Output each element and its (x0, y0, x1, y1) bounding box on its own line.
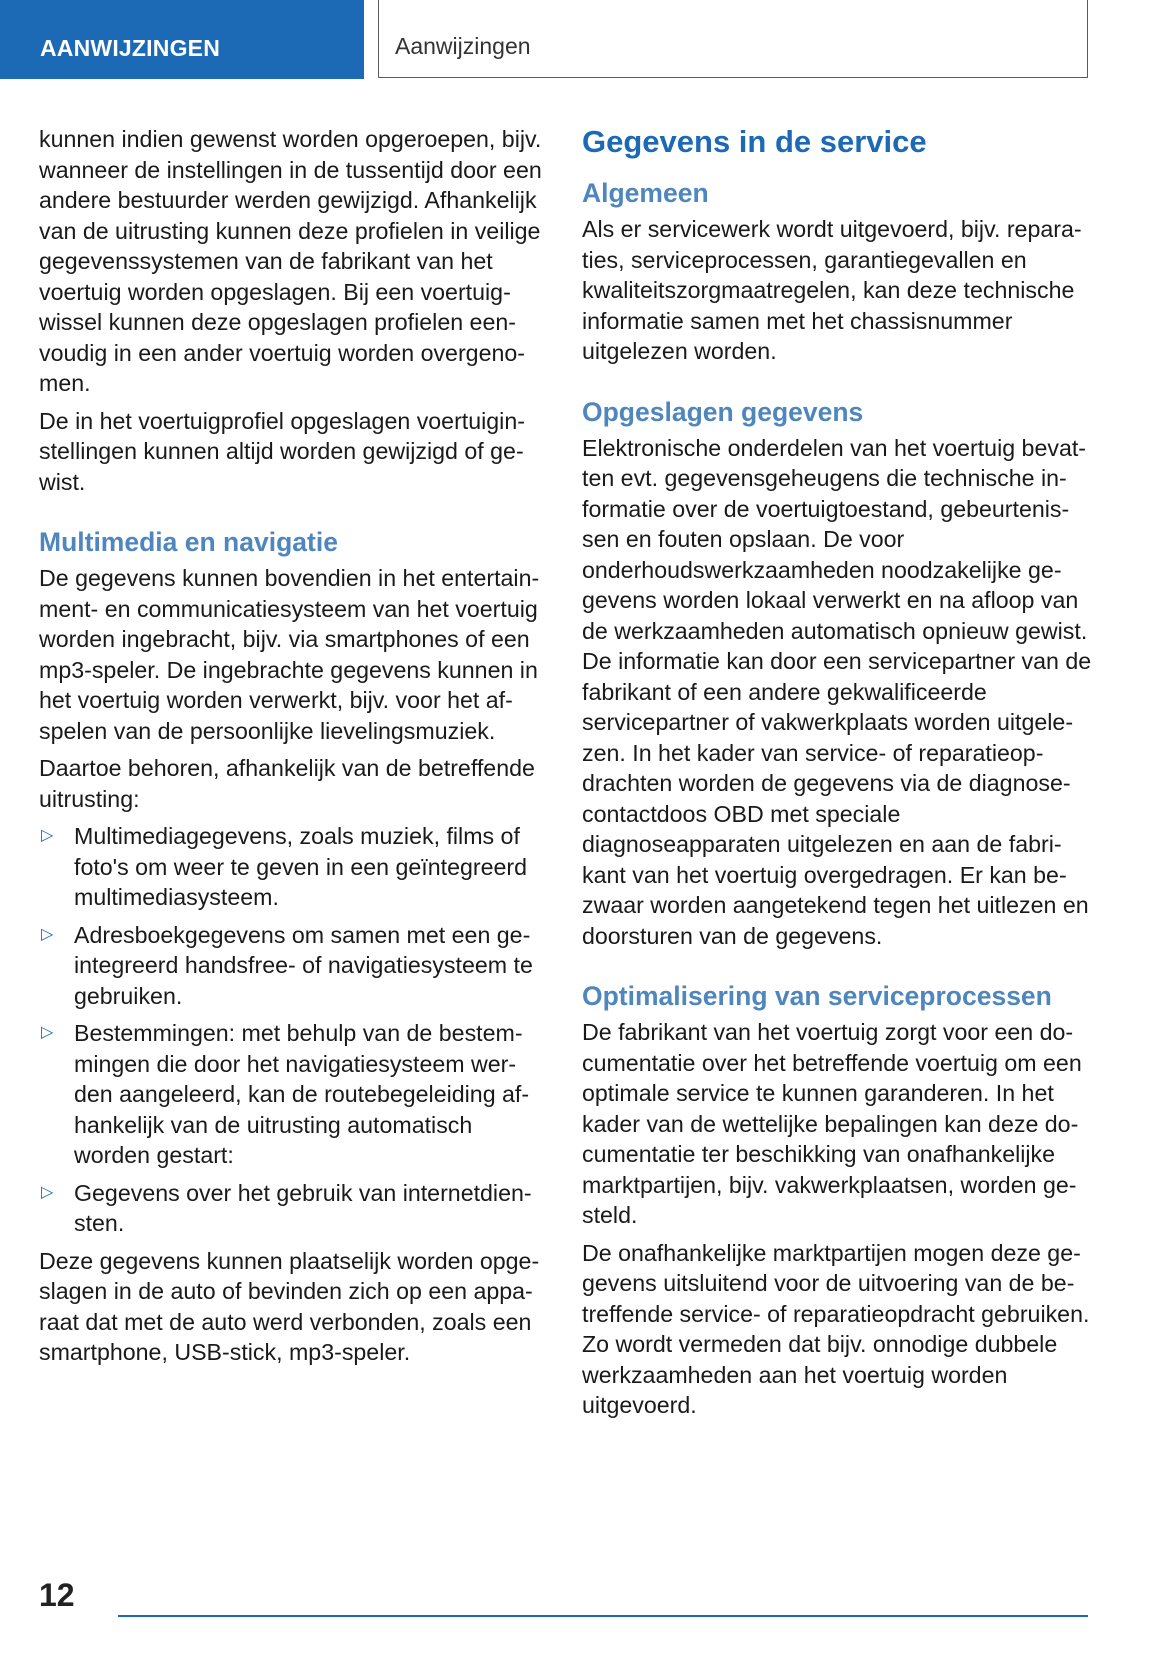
triangle-bullet-icon: ▷ (41, 925, 54, 943)
list-item (39, 1018, 547, 1171)
paragraph: Als er servicewerk wordt uitgevoerd, bijv. reparaties, serviceprocessen, garantiegevallen en kwaliteitszorgmaatregelen, kan deze technische informatie samen met het chassisnummer uitgelezen worden. (582, 216, 1082, 364)
heading-multimedia: Multimedia en navigatie (39, 527, 338, 557)
paragraph: De fabrikant van het voertuig zorgt voor een documentatie over het betreffende voertuig om een optimale service te kunnen garanderen. In het kader van de wettelijke bepalingen kan deze documentatie ter beschikking van onafhankelijke marktpartijen, bijv. vakwerkplaatsen, worden gesteld. (582, 1019, 1082, 1228)
list-item-text: Multimediagegevens, zoals muziek, films of foto's om weer te geven in een geïntegreerd multimediasysteem. (74, 823, 528, 910)
paragraph: De in het voertuigprofiel opgeslagen voertuiginstellingen kunnen altijd worden gewijzigd of gewist. (39, 407, 525, 495)
left-column (39, 124, 547, 1375)
paragraph: De gegevens kunnen bovendien in het entertainment- en communicatiesysteem van het voertuig worden ingebracht, bijv. via smartphones of een mp3-speler. De ingebrachte gegevens kunnen in het voertuig worden verwerkt, bijv. voor het afspelen van de persoonlijke lievelingsmuziek. (39, 565, 540, 744)
chapter-tab: AANWIJZINGEN (0, 0, 364, 79)
paragraph: De onafhankelijke marktpartijen mogen deze gegevens uitsluitend voor de uitvoering van de betreffende service- of reparatieopdracht gebruiken. Zo wordt vermeden dat bijv. onnodige dubbele werkzaamheden aan het voertuig worden uitgevoerd. (582, 1239, 1090, 1418)
list-item (39, 920, 547, 1012)
list-item-text: Adresboekgegevens om samen met een geintegreerd handsfree- of navigatiesysteem te gebruiken. (74, 921, 533, 1009)
heading-service: Gegevens in de service (582, 124, 927, 159)
triangle-bullet-icon: ▷ (41, 827, 54, 844)
right-column (582, 122, 1092, 1428)
triangle-bullet-icon: ▷ (41, 1183, 54, 1201)
paragraph: Elektronische onderdelen van het voertuig bevatten evt. gegevensgeheugens die technische informatie over de voertuigtoestand, gebeurtenissen en fouten opslaan. De voor onderhoudswerkzaamheden noodzakelijke gegevens worden lokaal verwerkt en na afloop van de werkzaamheden automatisch opnieuw gewist. De informatie kan door een servicepartner van de fabrikant of een andere gekwalificeerde servicepartner of vakwerkplaats worden uitgelezen. In het kader van service- of reparatieopdrachten worden de gegevens via de diagnosecontactdoos OBD met speciale diagnoseapparaten uitgelezen en aan de fabrikant van het voertuig overgedragen. Er kan bezwaar worden aangetekend tegen het uitlezen en doorsturen van de gegevens. (582, 434, 1092, 949)
triangle-bullet-icon: ▷ (41, 1024, 54, 1041)
paragraph: Deze gegevens kunnen plaatselijk worden opgeslagen in de auto of bevinden zich op een apparaat dat met de auto werd verbonden, zoals een smartphone, USB-stick, mp3-speler. (39, 1247, 540, 1365)
bullet-list (39, 821, 547, 1239)
page-number: 12 (39, 1577, 75, 1613)
heading-optimalisering: Optimalisering van serviceprocessen (582, 981, 1052, 1011)
list-item (39, 821, 547, 913)
heading-algemeen: Algemeen (582, 178, 709, 208)
section-title: Aanwijzingen (378, 0, 1088, 78)
list-item-text: Bestemmingen: met behulp van de bestemmingen die door het navigatiesysteem werden aangeleerd, kan de routebegeleiding afhankelijk van de uitrusting automatisch worden gestart: (74, 1020, 530, 1168)
footer-divider (118, 1615, 1088, 1617)
paragraph: Daartoe behoren, afhankelijk van de betreffende uitrusting: (39, 755, 535, 812)
list-item-text: Gegevens over het gebruik van internetdiensten. (74, 1179, 532, 1236)
heading-opgeslagen: Opgeslagen gegevens (582, 396, 864, 427)
list-item (39, 1178, 547, 1239)
paragraph: kunnen indien gewenst worden opgeroepen, bijv. wanneer de instellingen in de tussentijd door een andere bestuurder werden gewijzigd. Afhankelijk van de uitrusting kunnen deze profielen in veilige gegevenssystemen van de fabrikant van het voertuig worden opgeslagen. Bij een voertuigwissel kunnen deze opgeslagen profielen eenvoudig in een ander voertuig worden overgenomen. (39, 126, 542, 396)
